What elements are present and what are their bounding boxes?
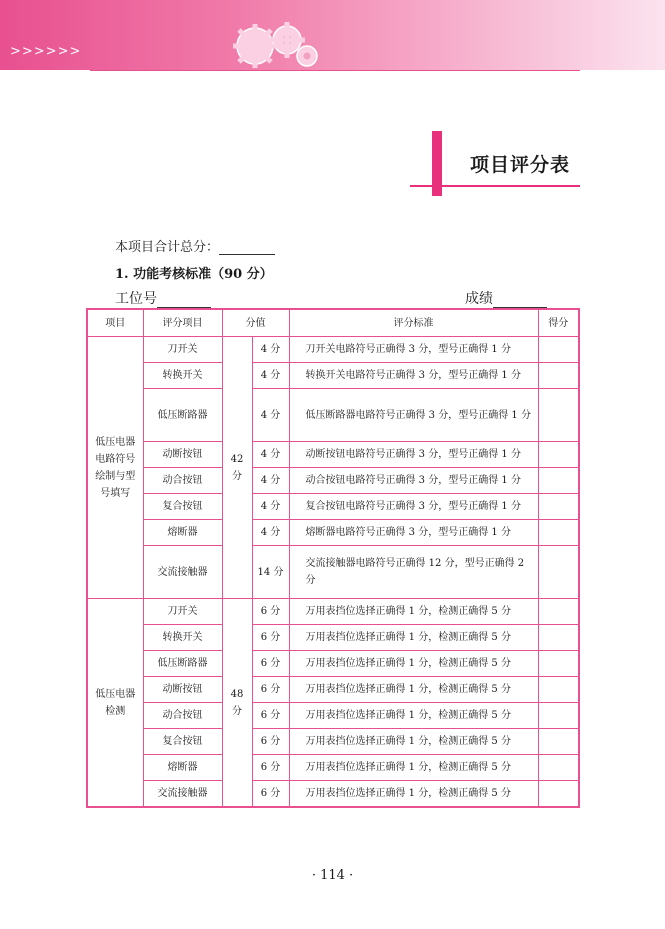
header-cell: 评分项目	[143, 309, 222, 337]
criteria-cell: 万用表挡位选择正确得 1 分，检测正确得 5 分	[289, 625, 538, 651]
score-table	[86, 308, 580, 808]
table-row	[87, 363, 579, 389]
criteria-cell: 万用表挡位选择正确得 1 分，检测正确得 5 分	[289, 755, 538, 781]
item-cell: 刀开关	[143, 337, 222, 363]
item-cell: 动合按钮	[143, 703, 222, 729]
points-cell: 6 分	[252, 729, 289, 755]
score-cell[interactable]	[538, 677, 579, 703]
item-cell: 动合按钮	[143, 468, 222, 494]
title-underline	[410, 185, 580, 187]
station-blank	[157, 291, 211, 308]
header-cell: 项目	[87, 309, 143, 337]
item-cell: 交流接触器	[143, 546, 222, 599]
criteria-cell: 熔断器电路符号正确得 3 分，型号正确得 1 分	[289, 520, 538, 546]
points-cell: 6 分	[252, 755, 289, 781]
table-row	[87, 729, 579, 755]
points-cell: 4 分	[252, 494, 289, 520]
score-cell[interactable]	[538, 442, 579, 468]
points-cell: 4 分	[252, 520, 289, 546]
score-cell[interactable]	[538, 337, 579, 363]
item-cell: 低压断路器	[143, 389, 222, 442]
total-score-label: 本项目合计总分：	[115, 240, 220, 255]
table-row	[87, 468, 579, 494]
item-cell: 动断按钮	[143, 677, 222, 703]
points-cell: 4 分	[252, 468, 289, 494]
criteria-cell: 转换开关电路符号正确得 3 分，型号正确得 1 分	[289, 363, 538, 389]
item-cell: 低压断路器	[143, 651, 222, 677]
header-rule	[90, 70, 580, 71]
table-row	[87, 337, 579, 363]
score-label: 成绩	[465, 291, 493, 307]
criteria-cell: 动合按钮电路符号正确得 3 分，型号正确得 1 分	[289, 468, 538, 494]
item-cell: 复合按钮	[143, 494, 222, 520]
score-cell[interactable]	[538, 546, 579, 599]
points-cell: 6 分	[252, 781, 289, 808]
points-cell: 14 分	[252, 546, 289, 599]
score-cell[interactable]	[538, 703, 579, 729]
criteria-cell: 万用表挡位选择正确得 1 分，检测正确得 5 分	[289, 599, 538, 625]
points-cell: 4 分	[252, 442, 289, 468]
header-cell: 得分	[538, 309, 579, 337]
table-row	[87, 520, 579, 546]
score-cell[interactable]	[538, 468, 579, 494]
criteria-cell: 低压断路器电路符号正确得 3 分，型号正确得 1 分	[289, 389, 538, 442]
section-title: 1. 功能考核标准（90 分）	[115, 267, 273, 282]
points-cell: 6 分	[252, 625, 289, 651]
header-cell: 分值	[222, 309, 289, 337]
station-line	[115, 288, 211, 308]
chevrons-decoration: >>>>>>	[10, 44, 82, 59]
item-cell: 熔断器	[143, 520, 222, 546]
score-cell[interactable]	[538, 494, 579, 520]
table-row	[87, 651, 579, 677]
item-cell: 刀开关	[143, 599, 222, 625]
total-score-blank	[219, 239, 275, 255]
criteria-cell: 万用表挡位选择正确得 1 分，检测正确得 5 分	[289, 781, 538, 808]
score-cell[interactable]	[538, 729, 579, 755]
criteria-cell: 万用表挡位选择正确得 1 分，检测正确得 5 分	[289, 703, 538, 729]
points-cell: 4 分	[252, 389, 289, 442]
score-cell[interactable]	[538, 625, 579, 651]
page-title: 项目评分表	[470, 154, 571, 176]
table-row	[87, 389, 579, 442]
criteria-cell: 刀开关电路符号正确得 3 分，型号正确得 1 分	[289, 337, 538, 363]
criteria-cell: 万用表挡位选择正确得 1 分，检测正确得 5 分	[289, 677, 538, 703]
score-cell[interactable]	[538, 520, 579, 546]
item-cell: 复合按钮	[143, 729, 222, 755]
criteria-cell: 万用表挡位选择正确得 1 分，检测正确得 5 分	[289, 651, 538, 677]
total-score-line	[115, 236, 275, 255]
header-band	[0, 0, 665, 70]
criteria-cell: 万用表挡位选择正确得 1 分，检测正确得 5 分	[289, 729, 538, 755]
points-cell: 6 分	[252, 703, 289, 729]
table-row	[87, 442, 579, 468]
score-cell[interactable]	[538, 755, 579, 781]
table-row	[87, 625, 579, 651]
item-cell: 交流接触器	[143, 781, 222, 808]
points-cell: 6 分	[252, 599, 289, 625]
score-blank	[493, 291, 547, 308]
station-label: 工位号	[115, 291, 157, 307]
criteria-cell: 复合按钮电路符号正确得 3 分，型号正确得 1 分	[289, 494, 538, 520]
group-name-cell: 低压电器电路符号绘制与型号填写	[87, 337, 143, 599]
points-cell: 4 分	[252, 337, 289, 363]
score-cell[interactable]	[538, 363, 579, 389]
score-cell[interactable]	[538, 389, 579, 442]
criteria-cell: 交流接触器电路符号正确得 12 分，型号正确得 2 分	[289, 546, 538, 599]
points-cell: 6 分	[252, 677, 289, 703]
score-cell[interactable]	[538, 781, 579, 808]
score-cell[interactable]	[538, 599, 579, 625]
score-cell[interactable]	[538, 651, 579, 677]
table-row	[87, 546, 579, 599]
table-row	[87, 599, 579, 625]
table-row	[87, 494, 579, 520]
table-row	[87, 755, 579, 781]
group-total-cell: 48 分	[222, 599, 252, 808]
group-total-cell: 42 分	[222, 337, 252, 599]
item-cell: 动断按钮	[143, 442, 222, 468]
item-cell: 转换开关	[143, 625, 222, 651]
item-cell: 转换开关	[143, 363, 222, 389]
table-row	[87, 781, 579, 808]
table-row	[87, 677, 579, 703]
item-cell: 熔断器	[143, 755, 222, 781]
table-header-row	[87, 309, 579, 337]
points-cell: 6 分	[252, 651, 289, 677]
points-cell: 4 分	[252, 363, 289, 389]
group-name-cell: 低压电器检测	[87, 599, 143, 808]
header-cell: 评分标准	[289, 309, 538, 337]
score-line	[465, 288, 547, 308]
page-number: · 114 ·	[311, 868, 354, 883]
gears-icon	[225, 16, 325, 72]
table-row	[87, 703, 579, 729]
criteria-cell: 动断按钮电路符号正确得 3 分，型号正确得 1 分	[289, 442, 538, 468]
